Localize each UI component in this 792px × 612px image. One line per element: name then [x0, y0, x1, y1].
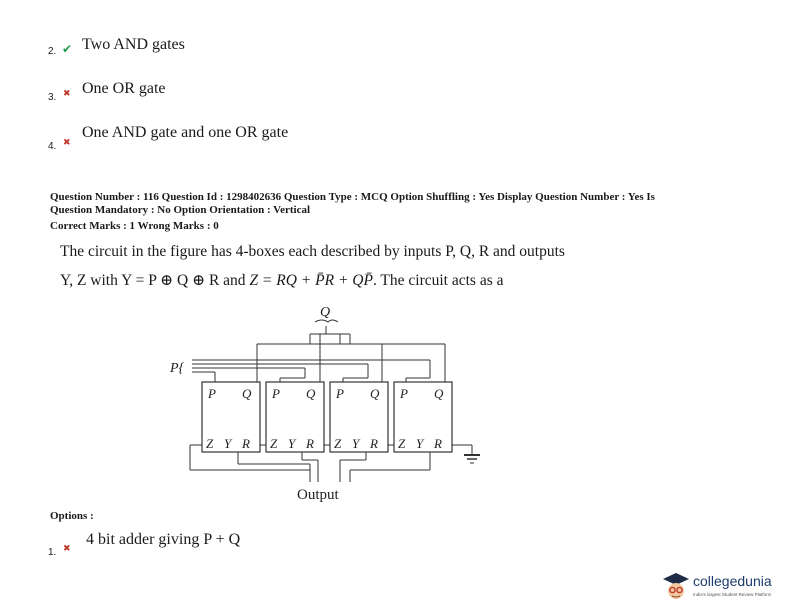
question-text-part: Y, Z with Y = P ⊕ Q ⊕ R and: [60, 272, 250, 289]
box-label: Y: [352, 436, 360, 451]
box-label: Y: [416, 436, 424, 451]
options-label: Options :: [50, 510, 94, 522]
question-meta-line: Question Number : 116 Question Id : 1298402636 Question Type : MCQ Option Shuffling : Yes Display Question Number : Yes Is: [50, 191, 655, 203]
question-math: Z = RQ + P̄R + QP̄: [249, 272, 373, 289]
box-label: P: [208, 386, 216, 401]
collegedunia-logo: [662, 571, 787, 603]
option-number: 2.: [48, 46, 57, 57]
cross-icon: ✖: [63, 89, 71, 99]
box-label: Q: [434, 386, 444, 401]
option-number: 1.: [48, 547, 57, 558]
box-label: Q: [306, 386, 316, 401]
option-text: One AND gate and one OR gate: [82, 124, 289, 141]
question-meta: [50, 191, 770, 233]
cross-icon: ✖: [63, 138, 71, 148]
option-number: 4.: [48, 141, 57, 152]
box-label: Q: [370, 386, 380, 401]
box-label: Z: [334, 436, 342, 451]
box-label: Z: [398, 436, 406, 451]
box-label: R: [242, 436, 250, 451]
box-label: P: [336, 386, 344, 401]
box-label: Z: [270, 436, 278, 451]
q-brace: [315, 320, 338, 322]
box-label: R: [306, 436, 314, 451]
box-label: R: [434, 436, 442, 451]
p-label: P{: [170, 361, 185, 376]
option-text: One OR gate: [82, 80, 166, 97]
box-label: P: [400, 386, 408, 401]
graduate-icon: [662, 571, 690, 601]
logo-tagline: India's largest Student Review Platform: [693, 592, 772, 597]
question-text: The circuit in the figure has 4-boxes each described by inputs P, Q, R and outputs: [60, 243, 565, 260]
option-text: Two AND gates: [82, 36, 185, 53]
cross-icon: ✖: [63, 544, 71, 554]
output-label: Output: [297, 487, 339, 503]
q-label: Q: [320, 305, 331, 320]
circuit-diagram: [160, 300, 490, 510]
box-label: Y: [288, 436, 296, 451]
question-meta-line: Question Mandatory : No Option Orientation : Vertical: [50, 204, 311, 216]
box-label: Y: [224, 436, 232, 451]
question-meta-line: Correct Marks : 1 Wrong Marks : 0: [50, 220, 219, 232]
option-text: 4 bit adder giving P + Q: [86, 531, 241, 548]
question-text-part: . The circuit acts as a: [372, 272, 504, 289]
check-icon: ✔: [62, 42, 73, 56]
logo-name: collegedunia: [693, 573, 772, 589]
box-label: Q: [242, 386, 252, 401]
question-text: [60, 271, 504, 290]
box-label: P: [272, 386, 280, 401]
box-label: Z: [206, 436, 214, 451]
option-number: 3.: [48, 92, 57, 103]
box-label: R: [370, 436, 378, 451]
